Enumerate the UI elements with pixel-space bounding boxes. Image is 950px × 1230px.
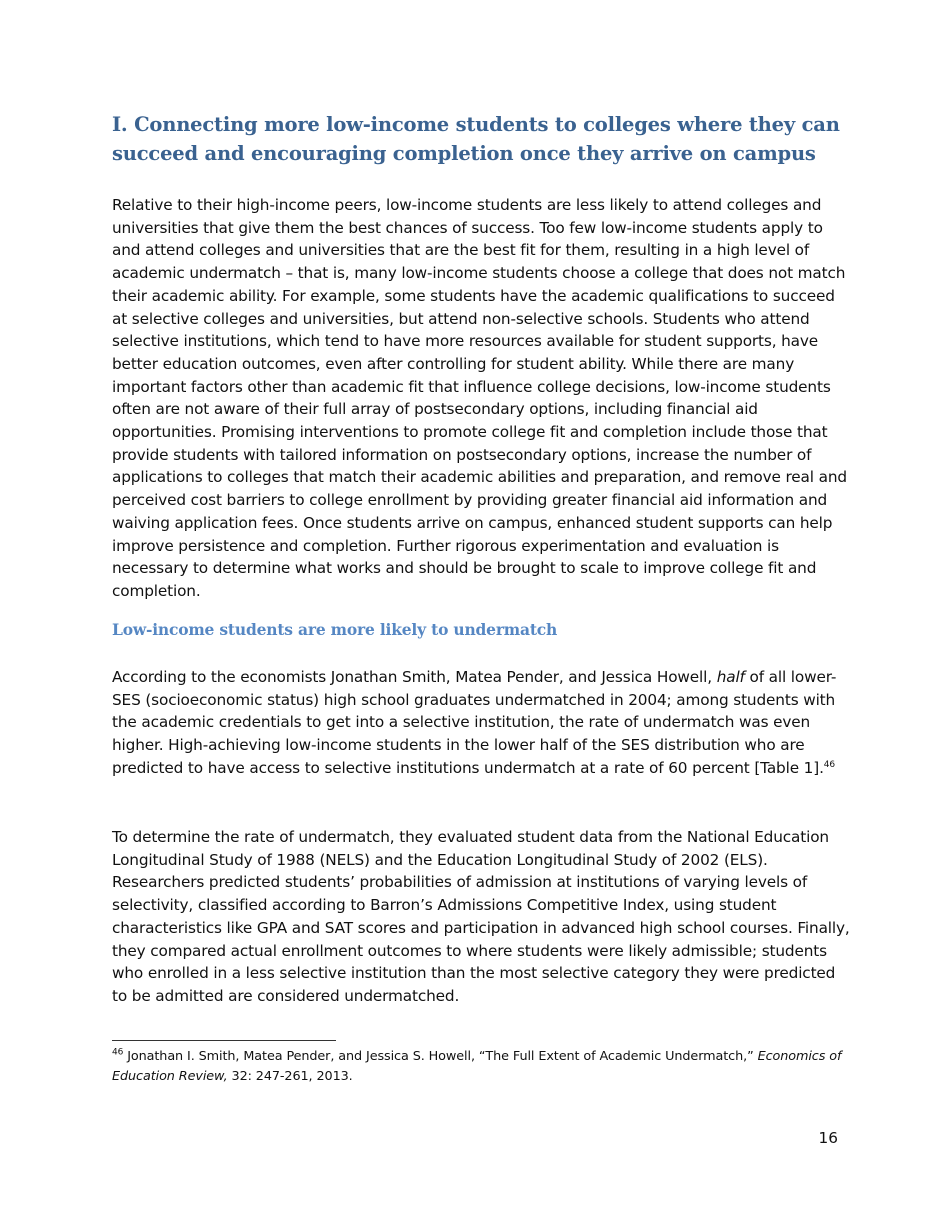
footnote-reference[interactable]: 46 bbox=[823, 759, 835, 770]
paragraph-text: of all lower-SES (socioeconomic status) high school graduates undermatched in 2004; among students with the academic credentials to get into a selective institution, the rate of undermatch was even higher. High-achieving low-income students in the lower half of the SES distribution who are predicted to have access to selective institutions undermatch at a rate of 60 percent [Table 1]. bbox=[112, 668, 837, 777]
emphasized-word: half bbox=[716, 668, 745, 686]
section-heading: I. Connecting more low-income students to colleges where they can succeed and encouraging completion once they arrive on campus bbox=[112, 113, 840, 165]
footnote bbox=[112, 1047, 852, 1087]
footnote-number: 46 bbox=[112, 1047, 124, 1058]
footnote-journal: Economics of Education Review, bbox=[112, 1049, 842, 1084]
footnote-text: Jonathan I. Smith, Matea Pender, and Jessica S. Howell, “The Full Extent of Academic Undermatch,” bbox=[123, 1049, 758, 1064]
methodology-paragraph: To determine the rate of undermatch, they evaluated student data from the National Education Longitudinal Study of 1988 (NELS) and the Education Longitudinal Study of 2002 (ELS). Researchers predicted students’ probabilities of admission at institutions of varying levels of selectivity, classified according to Barron’s Admissions Competitive Index, using student characteristics like GPA and SAT scores and participation in advanced high school courses. Finally, they compared actual enrollment outcomes to where students were likely admissible; students who enrolled in a less selective institution than the most selective category they were predicted to be admitted are considered undermatched. bbox=[112, 828, 850, 1005]
intro-paragraph: Relative to their high-income peers, low-income students are less likely to attend colleges and universities that give them the best chances of success. Too few low-income students apply to and attend colleges and universities that are the best fit for them, resulting in a high level of academic undermatch – that is, many low-income students choose a college that does not match their academic ability. For example, some students have the academic qualifications to succeed at selective colleges and universities, but attend non-selective schools. Students who attend selective institutions, which tend to have more resources available for student supports, have better education outcomes, even after controlling for student ability. While there are many important factors other than academic fit that influence college decisions, low-income students often are not aware of their full array of postsecondary options, including financial aid opportunities. Promising interventions to promote college fit and completion include those that provide students with tailored information on postsecondary options, increase the number of applications to colleges that match their academic abilities and preparation, and remove real and perceived cost barriers to college enrollment by providing greater financial aid information and waiving application fees. Once students arrive on campus, enhanced student supports can help improve persistence and completion. Further rigorous experimentation and evaluation is necessary to determine what works and should be brought to scale to improve college fit and completion. bbox=[112, 196, 847, 600]
paragraph-text: According to the economists Jonathan Smith, Matea Pender, and Jessica Howell, bbox=[112, 668, 717, 686]
undermatch-paragraph bbox=[112, 666, 852, 780]
page-number: 16 bbox=[818, 1129, 838, 1147]
subsection-heading: Low-income students are more likely to undermatch bbox=[112, 620, 558, 639]
footnote-divider bbox=[112, 1040, 336, 1041]
footnote-details: 32: 247-261, 2013. bbox=[227, 1069, 353, 1084]
